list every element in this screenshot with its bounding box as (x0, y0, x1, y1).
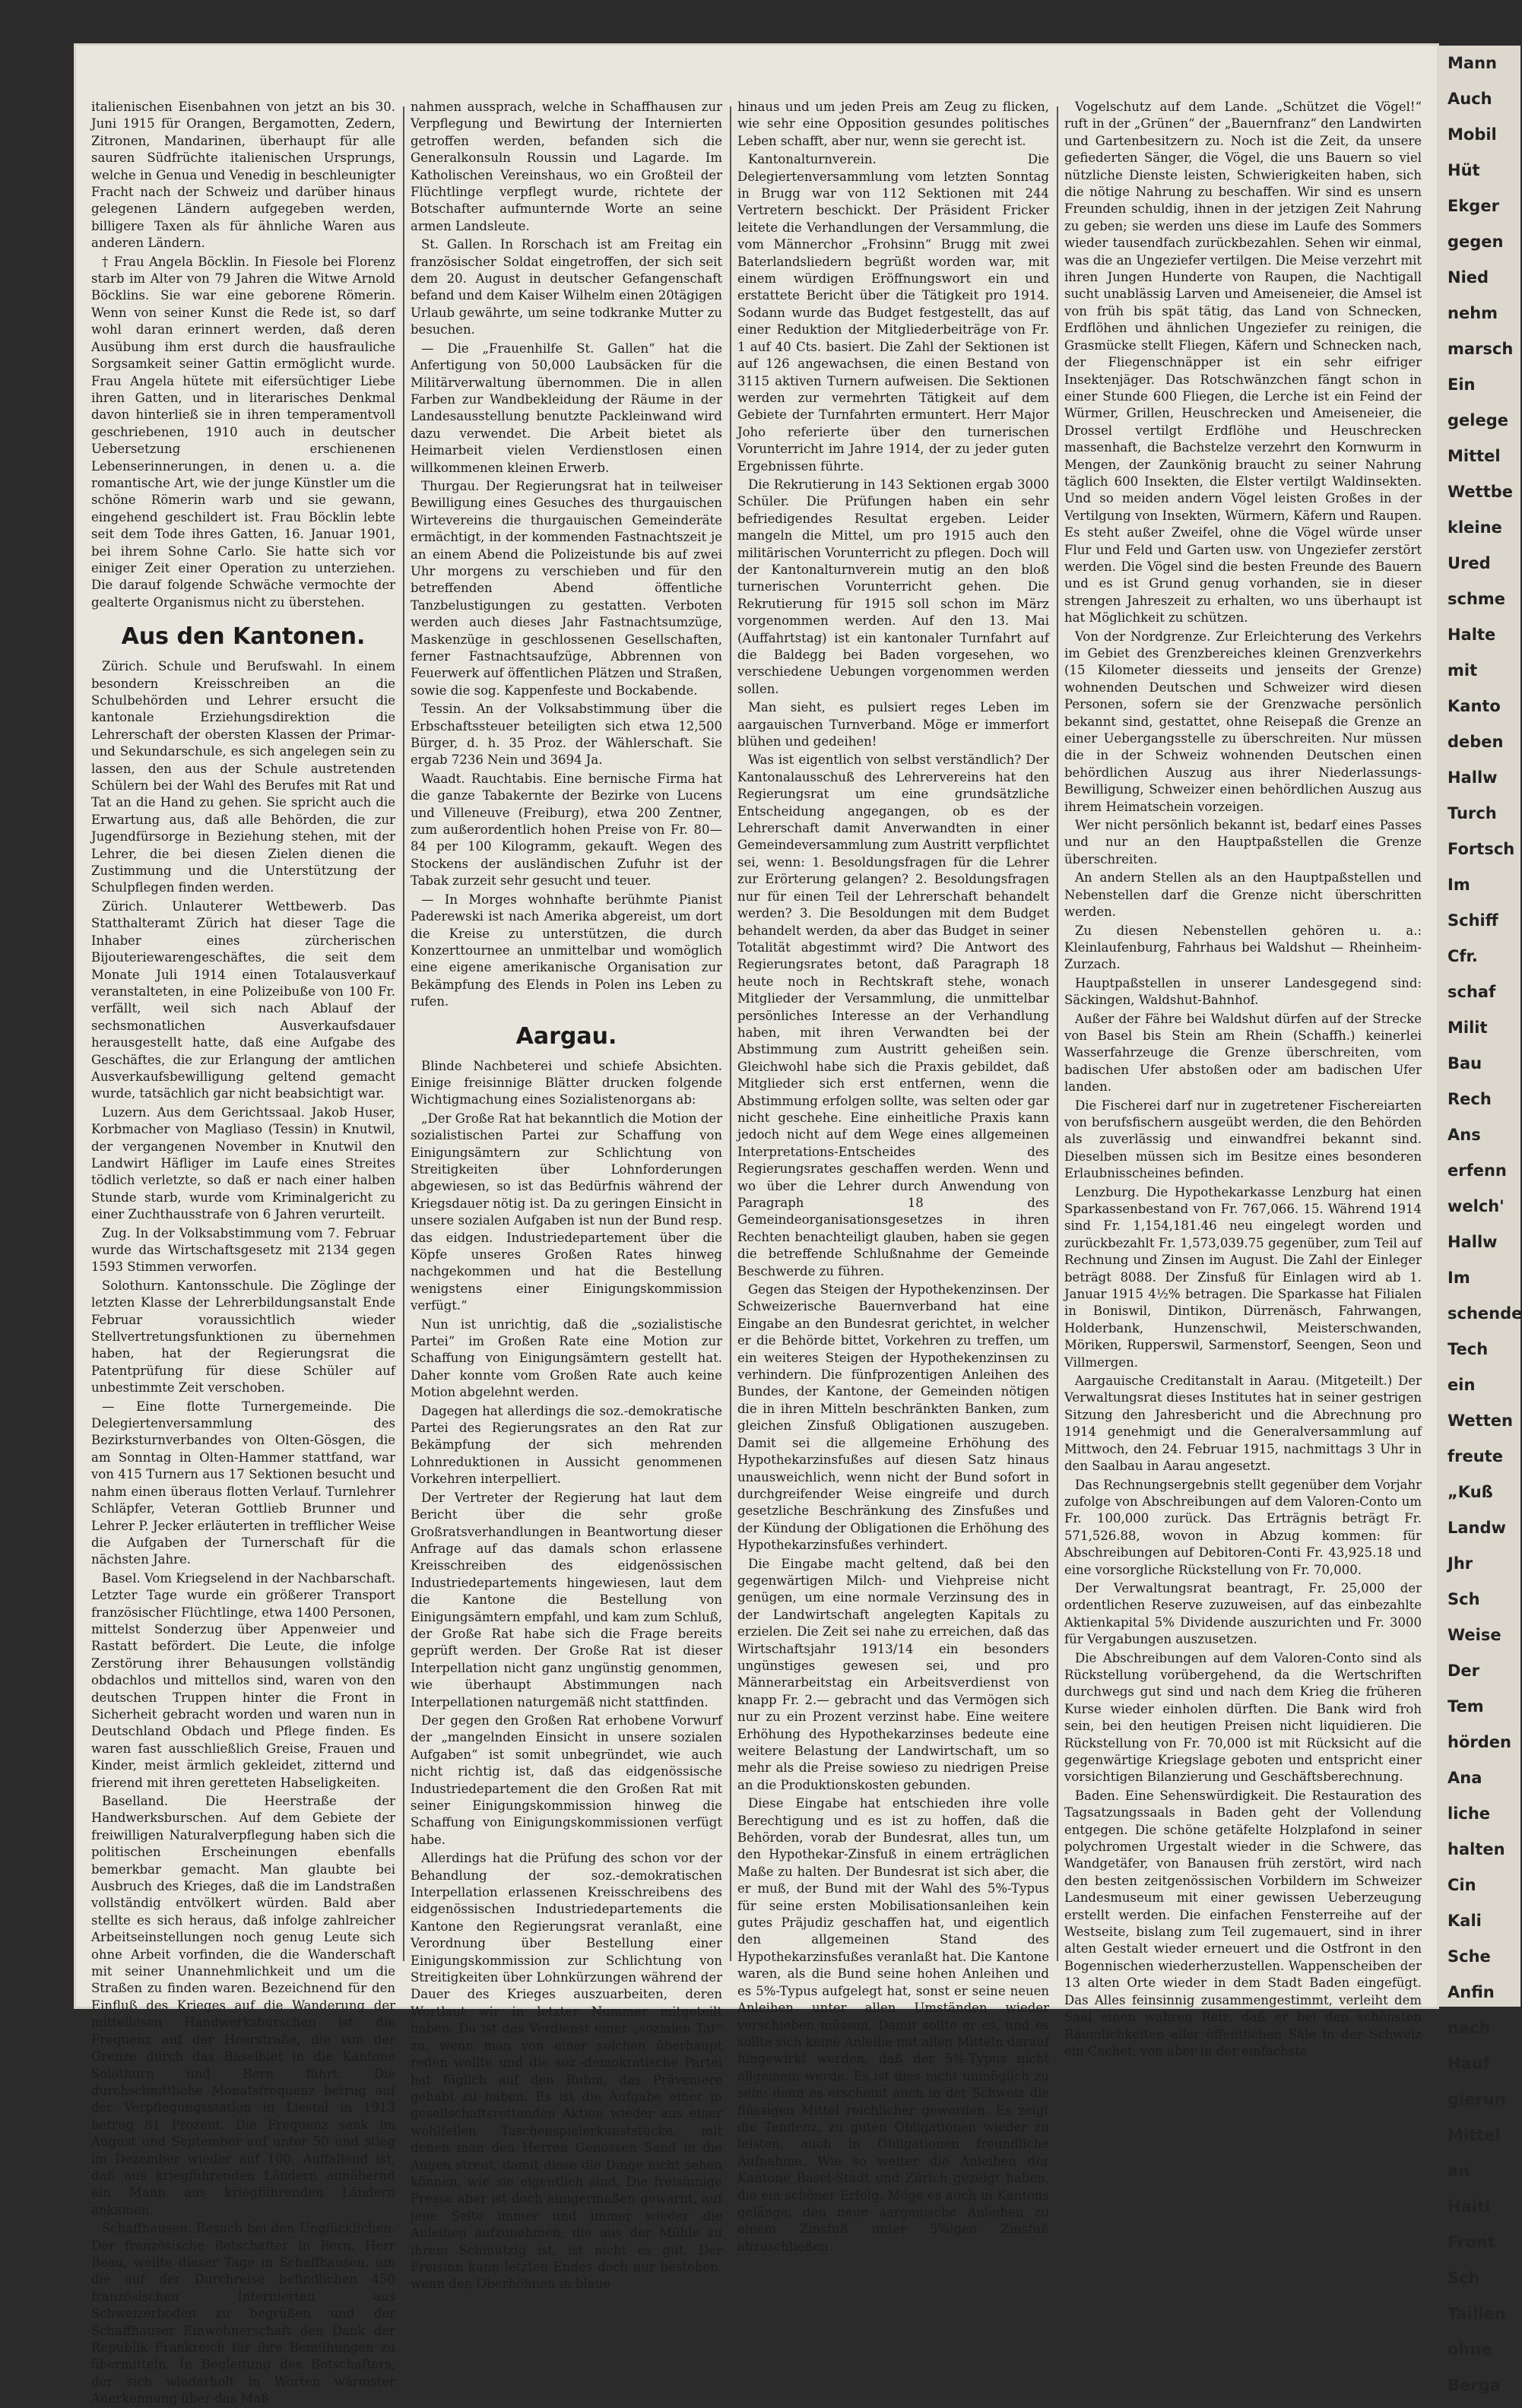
article-paragraph: St. Gallen. In Rorschach ist am Freitag ein französischer Soldat eingetroffen, der sich seit dem 20. August in deutscher Gefangenschaft befand und dem Kaiser Wilhelm einen 20tägigen Urlaub gewährte, um seine todkranke Mutter zu besuchen. (411, 237, 722, 337)
article-paragraph: Aargauische Creditanstalt in Aarau. (Mitgeteilt.) Der Verwaltungsrat dieses Institutes hat in seiner gestrigen Sitzung den Jahresbericht und die Abrechnung pro 1914 genehmigt und die Generalversammlung auf Mittwoch, den 24. Februar 1915, nachmittags 3 Uhr in den Saalbau in Aarau angesetzt. (1064, 1374, 1422, 1474)
article-paragraph: Baselland. Die Heerstraße der Handwerksburschen. Auf dem Gebiete der freiwilligen Naturalverpflegung haben sich die politischen Erscheinungen ebenfalls bemerkbar gemacht. Man glaubte bei Ausbruch des Krieges, daß die im Landstraßen vollständig entvölkert würden. Bald aber stellte es sich heraus, daß infolge zahlreicher Arbeitseinstellungen noch genug Leute sich ohne Arbeit vorfinden, die die Wanderschaft mit seiner Unannehmlichkeit und um die Straßen zu finden waren. Bezeichnend für den Einfluß des Krieges auf die Wanderung der mittellosen Handwerksburschen ist die Frequenz auf der Heerstraße, die von der Grenze durch das Baselbiet in die Kantone Solothurn und Bern führt. Die durchschnittliche Monatsfrequenz betrug auf der Verpflegungsstation in Liestal in 1913 betrug 81 Prozent. Die Frequenz sank im August und September auf unter 50 und stieg im Dezember wieder auf 100. Auffallend ist, daß aus kriegführenden Ländern annähernd ein Mann aus kriegführenden Ländern ankamen. (91, 1794, 395, 2217)
adjacent-page-fragment: Schiff (1447, 911, 1498, 930)
adjacent-page-fragment: Ured (1447, 554, 1491, 572)
article-paragraph: Tessin. An der Volksabstimmung über die Erbschaftssteuer beteiligten sich etwa 12,500 Bürger, d. h. 35 Proz. der Wählerschaft. Sie ergab 7236 Nein und 3694 Ja. (411, 702, 722, 768)
next-page-edge (1437, 46, 1522, 2394)
adjacent-page-fragment: kleine (1447, 518, 1502, 537)
adjacent-page-fragment: Auch (1447, 90, 1492, 108)
article-paragraph: An andern Stellen als an den Hauptpaßstellen und Nebenstellen darf die Grenze nicht überschritten werden. (1064, 870, 1422, 920)
adjacent-page-fragment: schende (1447, 1304, 1522, 1323)
article-paragraph: Die Fischerei darf nur in zugetretener Fischereiarten von berufsfischern ausgeübt werden, die den Behörden als zuverlässig und einwandfrei bekannt sind. Dieselben müssen sich im Besitze eines besonderen Erlaubnisscheines befinden. (1064, 1098, 1422, 1181)
adjacent-page-fragment: an (1447, 2162, 1470, 2180)
article-paragraph: Dagegen hat allerdings die soz.-demokratische Partei des Regierungsrates an den Rat zur Bekämpfung der sich mehrenden Lohnreduktionen in Aussicht genommenen Vorkehren interpelliert. (411, 1403, 722, 1487)
article-paragraph: Außer der Fähre bei Waldshut dürfen auf der Strecke von Basel bis Stein am Rhein (Schaffh.) keinerlei Wasserfahrzeuge die Grenze überschreiten, vom badischen Ufer abstoßen oder am badischen Ufer landen. (1064, 1011, 1422, 1095)
column-rule (730, 106, 731, 1961)
adjacent-page-fragment: Hüt (1447, 161, 1480, 179)
adjacent-page-fragment: ein (1447, 1376, 1476, 1394)
adjacent-page-fragment: Weise (1447, 1626, 1501, 1644)
adjacent-page-fragment: halten (1447, 1840, 1505, 1858)
article-paragraph: Gegen das Steigen der Hypothekenzinsen. Der Schweizerische Bauernverband hat eine Eingabe an den Bundesrat gerichtet, in welcher er die Behörde bittet, Vorkehren zu treffen, um ein weiteres Steigen der Hypothekenzinsen zu verhindern. Die fünfprozentigen Anleihen des Bundes, der Kantone, der Gemeinden nötigen die in ihren Mitteln beschränkten Banken, zum gleichen Zinsfuß Obligationen auszugeben. Damit sei die allgemeine Erhöhung des Hypothekarzinsfußes auf diesen Satz hinaus unausweichlich, wenn nicht der Bund sofort in durchgreifender Weise eingreife und durch gesetzliche Beschränkung des Zinsfußes und der Kündung der Obligationen die Erhöhung des Hypothekarzinsfußes verhindert. (737, 1282, 1049, 1553)
section-heading-aus-den-kantonen: Aus den Kantonen. (121, 623, 366, 651)
adjacent-page-fragment: Fortsch (1447, 840, 1515, 858)
adjacent-page-fragment: Front (1447, 2233, 1495, 2251)
article-paragraph: Der Vertreter der Regierung hat laut dem Bericht über die sehr große Großratsverhandlungen in Beantwortung dieser Anfrage auf das damals schon erlassene Kreisschreiben des eidgenössischen Industriedepartements hingewiesen, laut dem die Kantone die Bestellung von Einigungsämtern empfahl, und kam zum Schluß, der Große Rat habe sich die Frage bereits geprüft werden. Der Große Rat ist dieser Interpellation nicht ganz ungünstig genommen, wie überhaupt Abstimmungen nach Interpellationen naturgemäß nicht stattfinden. (411, 1490, 722, 1709)
adjacent-page-fragment: gelege (1447, 411, 1508, 429)
article-paragraph: Zug. In der Volksabstimmung vom 7. Februar wurde das Wirtschaftsgesetz mit 2134 gegen 1593 Stimmen verworfen. (91, 1225, 395, 1275)
adjacent-page-fragment: Sche (1447, 1947, 1491, 1966)
column-1 (91, 99, 395, 2406)
article-paragraph: Die Eingabe macht geltend, daß bei den gegenwärtigen Milch- und Viehpreise nicht genügen, um eine normale Verzinsung des in der Landwirtschaft angelegten Kapitals zu erzielen. Die Zeit sei nahe zu erreichen, daß das Wirtschaftsjahr 1913/14 ein besonders ungünstiges gewesen sei, und pro Männerarbeitstag ein Arbeitsverdienst von knapp Fr. 2.— gebracht und das Vermögen sich nur zu ein Prozent verzinst habe. Eine weitere Erhöhung des Hypothekarzinses bedeute eine weitere Belastung der Landwirtschaft, um so mehr als die Preise sowieso zu niedrigen Preise an die Produktionskosten gebunden. (737, 1556, 1049, 1792)
article-paragraph: Basel. Vom Kriegselend in der Nachbarschaft. Letzter Tage wurde ein größerer Transport französischer Flüchtlinge, etwa 1400 Personen, mittelst Sonderzug über Appenweier und Rastatt befördert. Die Leute, die infolge Zerstörung ihrer Behausungen vollständig obdachlos und mittellos sind, waren von den deutschen Truppen hinter die Front in Sicherheit gebracht worden und waren nun in Deutschland Obdach und Pflege finden. Es waren fast ausschließlich Greise, Frauen und Kinder, meist ärmlich gekleidet, zitternd und frierend mit ihren geretteten Habseligkeiten. (91, 1570, 395, 1790)
article-paragraph: Diese Eingabe hat entschieden ihre volle Berechtigung und es ist zu hoffen, daß die Behörden, vorab der Bundesrat, alles tun, um den Hypothekar-Zinsfuß in einem erträglichen Maße zu halten. Der Bundesrat ist sich aber, die er muß, der Bund mit der Wahl des 5%-Typus für seine ersten Mobilisationsanleihen kein gutes Präjudiz geschaffen hat, und eigentlich den allgemeinen Stand des Hypothekarzinsfußes veranlaßt hat. Die Kantone waren, als die Bund seine hohen Anleihen und es 5%-Typus aufgelegt hat, sonst er seine neuen Anleihen unter allen Umständen wieder verschieben müssen. Damit sollte er es, und es sollte sich keine Anleihe mit allen Mitteln darauf hingewirkt werden, daß der 5%-Typus nicht allgemein werde. Es ist dies nicht unmöglich zu sein; denn es erscheint auch in der Schweiz die flüssigen Mittel reichlicher geworden. Es zeigt die Tendenz, zu guten Obligationen wieder zu leisten, auch in Obligationen freundliche Aufnahme. Wie so weiter die Anleihen der Kantone Basel-Stadt und Zürich gezeigt haben, die ein schöner Erfolg. Möge es auch in Kantons gelänge, den neue aargauische Anleihen zu einem Zinsfuß unter 5%igen Zinsfuß abzuschließen. (737, 1796, 1049, 2254)
article-paragraph: Die Rekrutierung in 143 Sektionen ergab 3000 Schüler. Die Prüfungen haben ein sehr befriedigendes Resultat ergeben. Leider mangeln die Mittel, um pro 1915 auch den militärischen Vorunterricht zu pflegen. Doch will der Kantonalturnverein mutig an den bloß turnerischen Vorunterricht gehen. Die Rekrutierung für 1915 soll schon im März vorgenommen werden. Auf den 13. Mai (Auffahrtstag) ist ein kantonaler Turnfahrt auf die Baldegg bei Baden vorgesehen, wo verschiedene Uebungen vorgenommen werden sollen. (737, 477, 1049, 696)
article-paragraph: — In Morges wohnhafte berühmte Pianist Paderewski ist nach Amerika abgereist, um dort die Kreise zu unterstützen, die durch Konzerttournee an unmittelbar und womöglich eine eigene amerikanische Organisation zur Bekämpfung des Elends in Polen ins Leben zu rufen. (411, 892, 722, 1009)
adjacent-page-fragment: deben (1447, 733, 1504, 751)
article-paragraph: Von der Nordgrenze. Zur Erleichterung des Verkehrs im Gebiet des Grenzbereiches kleinen Grenzverkehrs (15 Kilometer diesseits und jenseits der Grenze) wohnenden Deutschen und Schweizer wird diesen Personen, sofern sie der Grenzwache persönlich bekannt sind, gestattet, ohne Reisepaß die Grenze an einer Uebergangsstelle zu überschreiten. Nur müssen die in der Schweiz wohnenden Deutschen einen behördlichen Auszug aus ihrer Niederlassungs-Bewilligung, Schweizer einen behördlichen Auszug aus ihrem Heimatschein vorzeigen. (1064, 629, 1422, 814)
article-paragraph: Blinde Nachbeterei und schiefe Absichten. Einige freisinnige Blätter drucken folgende Wichtigmachung eines Sozialistenorgans ab: (411, 1058, 722, 1107)
adjacent-page-fragment: Mann (1447, 54, 1497, 72)
article-paragraph: hinaus und um jeden Preis am Zeug zu flicken, wie sehr eine Opposition gesundes politisches Leben schafft, aber nur, wenn sie gerecht ist. (737, 100, 1049, 148)
adjacent-page-fragment: Jhr (1447, 1554, 1473, 1573)
article-paragraph: Zürich. Unlauterer Wettbewerb. Das Statthalteramt Zürich hat dieser Tage die Inhaber eines zürcherischen Bijouteriewarengeschäftes, die seit dem Monate Juli 1914 einen Totalausverkauf veranstalteten, in eine Polizeibuße von 100 Fr. verfällt, weil sich nach Ablauf der sechsmonatlichen Ausverkaufsdauer herausgestellt hatte, daß eine Aufgabe des Geschäftes, die zur Erlangung der amtlichen Ausverkaufsbewilligung geltend gemacht wurde, tatsächlich gar nicht beabsichtigt war. (91, 898, 395, 1101)
adjacent-page-fragment: Anfin (1447, 1983, 1495, 2001)
article-paragraph: Luzern. Aus dem Gerichtssaal. Jakob Huser, Korbmacher von Magliaso (Tessin) in Knutwil, der vergangenen November in Knutwil den Landwirt Häfliger im Laufe eines Streites tödlich verletzte, so daß er nach einer halben Stunde starb, wurde vom Kriminalgericht zu einer Zuchthausstrafe von 6 Jahren verurteilt. (91, 1104, 395, 1222)
adjacent-page-fragment: Mittel (1447, 2126, 1501, 2144)
article-paragraph: Kantonalturnverein. Die Delegiertenversammlung vom letzten Sonntag in Brugg war von 112 Sektionen mit 244 Vertretern beschickt. Der Präsident Fricker leitete die Verhandlungen der Versammlung, die vom Männerchor „Frohsinn“ Brugg mit zwei Baterlandsliedern begrüßt worden war, mit einem würdigen Eröffnungswort ein und erstattete Bericht über die Tätigkeit pro 1914. Sodann wurde das Budget festgestellt, das auf einer Reduktion der Mitgliederbeiträge von Fr. 1 auf 40 Cts. basiert. Die Zahl der Sektionen ist auf 126 angewachsen, die einen Bestand von 3115 aktiven Turnern aufweisen. Die Sektionen werden zur vermehrten Tätigkeit auf dem Gebiete der Turnfahrten ermuntert. Herr Major Joho referierte über den turnerischen Vorunterricht im Jahre 1914, der zu jeder guten Ergebnissen führte. (737, 152, 1049, 474)
article-paragraph: — Die „Frauenhilfe St. Gallen“ hat die Anfertigung von 50,000 Laubsäcken für die Militärverwaltung übernommen. Die in allen Farben zur Wandbekleidung der Räume in der Landesausstellung benutzte Packleinwand wird dazu verwendet. Die Arbeit bietet als Heimarbeit vielen Verdienstlosen einen willkommenen kleinen Erwerb. (411, 341, 722, 475)
section-heading-aargau: Aargau. (515, 1022, 617, 1050)
article-paragraph: Hauptpaßstellen in unserer Landesgegend sind: Säckingen, Waldshut-Bahnhof. (1064, 975, 1422, 1008)
column-rule (403, 106, 404, 1961)
article-paragraph: Waadt. Rauchtabis. Eine bernische Firma hat die ganze Tabakernte der Bezirke von Lucens und Villeneuve (Freiburg), etwa 200 Zentner, zum außerordentlich hohen Preise von Fr. 80—84 per 100 Kilogramm, gekauft. Wegen des Stockens der ausländischen Zufuhr ist der Tabak zurzeit sehr gesucht und teuer. (411, 771, 722, 889)
article-paragraph: italienischen Eisenbahnen von jetzt an bis 30. Juni 1915 für Orangen, Bergamotten, Zedern, Zitronen, Mandarinen, überhaupt für alle sauren Südfrüchte italienischen Ursprungs, welche in Genua und Venedig in beschleunigter Fracht nach der Schweiz und darüber hinaus gelegenen Ländern aufgegeben werden, billigere Taxen als für ähnliche Waren aus anderen Ländern. (91, 100, 395, 251)
adjacent-page-fragment: Mobil (1447, 125, 1497, 144)
newspaper-page (76, 46, 1437, 2406)
article-paragraph: Vogelschutz auf dem Lande. „Schützet die Vögel!“ ruft in der „Grünen“ der „Bauernfranz“ den Landwirten und Gartenbesitzern zu. Noch ist die Zeit, da unsere gefiederten Sänger, die Vögel, die uns Bauern so viel nützliche Dienste leisten, Schwierigkeiten haben, sich die nötige Nahrung zu beschaffen. Wir sind es unsern Freunden schuldig, ihnen in der jetzigen Zeit Nahrung zu geben; sie werden uns diese im Laufe des Sommers wieder tausendfach zurückbezahlen. Sehen wir einmal, was die an Ungeziefer vertilgen. Die Meise verzehrt mit ihren Jungen Hunderte von Raupen, die Nachtigall sucht unablässig Larven und Ameiseneier, die Amsel ist von früh bis spät tätig, das Land von Schnecken, Erdflöhen und ähnlichen Ungeziefer zu reinigen, die Grasmücke stellt Fliegen, Käfern und Schnecken nach, der Fliegenschnäpper ist ein sehr eifriger Insektenjäger. Das Rotschwänzchen fängt schon in einer Stunde 600 Fliegen, die Lerche ist ein Feind der Würmer, Grillen, Heuschrecken und Ameiseneier, die Drossel vertilgt Erdflöhe und Heuschrecken massenhaft, die Bachstelze verzehrt den Kornwurm in Mengen, der Zaunkönig braucht zu seiner Nahrung täglich 600 Insekten, die Elster vertilgt Waldinsekten. Und so meiden andern Vögel leisten Großes in der Vertilgung von Insekten, Würmern, Käfern und Raupen. Es steht außer Zweifel, ohne die Vögel würde unser Flur und Feld und Garten usw. von Ungeziefer zerstört werden. Die Vögel sind die besten Freunde des Bauern und es ist Grund genug vorhanden, sie in dieser strengen Jahreszeit zu erhalten, wo uns überhaupt ist hat Möglichkeit zu schützen. (1064, 100, 1422, 626)
adjacent-page-fragment: gierun (1447, 2090, 1506, 2109)
column-rule (1057, 106, 1058, 1961)
article-paragraph: Der gegen den Großen Rat erhobene Vorwurf der „mangelnden Einsicht in unsere sozialen Aufgaben“ ist somit unbegründet, wie auch nicht richtig ist, daß das eidgenössische Industriedepartement die den Großen Rat mit seiner Einigungskommission hinweg die Schaffung von Einigungskommissionen verfügt habe. (411, 1713, 722, 1847)
adjacent-page-fragment: mit (1447, 661, 1478, 680)
adjacent-page-fragment: Haiti (1447, 2197, 1491, 2216)
adjacent-page-fragment: Mittel (1447, 447, 1501, 465)
article-paragraph: Thurgau. Der Regierungsrat hat in teilweiser Bewilligung eines Gesuches des thurgauischen Wirtevereins die thurgauischen Gemeinderäte ermächtigt, in der kommenden Fastnachtszeit je an einem Abend die Polizeistunde bis auf zwei Uhr morgens zu verschieben und für den betreffenden Abend öffentliche Tanzbelustigungen zu gestatten. Verboten werden auch dieses Jahr Fastnachtsumzüge, Maskenzüge in geschlossenen Gesellschaften, ferner Fastnachtsaufzüge, Abbrennen von Feuerwerk auf öffentlichen Plätzen und Straßen, sowie die sog. Kappenfeste und Bockabende. (411, 478, 722, 698)
adjacent-page-fragment: Taillen (1447, 2305, 1506, 2323)
adjacent-page-fragment: Hauf (1447, 2055, 1490, 2073)
adjacent-page-fragment: schme (1447, 590, 1506, 608)
adjacent-page-fragment: Ekger (1447, 197, 1499, 215)
adjacent-page-fragment: Hallw (1447, 768, 1498, 787)
adjacent-page-fragment: Im (1447, 876, 1470, 894)
adjacent-page-fragment: Landw (1447, 1519, 1506, 1537)
adjacent-page-fragment: Bau (1447, 1054, 1482, 1073)
adjacent-page-fragment: Milit (1447, 1019, 1488, 1037)
adjacent-page-fragment: Sch (1447, 2269, 1480, 2287)
article-paragraph: Was ist eigentlich von selbst verständlich? Der Kantonalausschuß des Lehrervereins hat den Regierungsrat um eine grundsätzliche Entscheidung angegangen, ob es der Lehrerschaft damit Anverwandten in einer Gemeindeversammlung zum Austritt verpflichtet sei, wenn: 1. Besoldungsfragen für die Lehrer zur Erörterung gelangen? 2. Besoldungsfragen nur für einen Teil der Lehrerschaft behandelt werden? 3. Die Besoldungen mit dem Budget behandelt werden, da aber das Budget in seiner Totalität abgestimmt wird? Die Antwort des Regierungsrates betont, daß Paragraph 18 heute noch in Rechtskraft stehe, wonach Mitglieder der Versammlung, die unmittelbar persönliches Interesse an der Verhandlung haben, mit ihren Verwandten bei der Abstimmung zum Austritt geheißen sein. Gleichwohl habe sich die Praxis gebildet, daß Mitglieder sich erst entfernen, wenn die Abstimmung erfolgen sollte, was selten oder gar nicht geschehe. Eine einheitliche Praxis kann jedoch nicht auf dem Wege eines allgemeinen Interpretations-Entscheides des Regierungsrates geschaffen werden. Wenn und wo über die Lehrer durch Anwendung von Paragraph 18 des Gemeindeorganisationsgesetzes in ihren Rechten benachteiligt glauben, haben sie gegen die betreffende Schlußnahme der Gemeinde Beschwerde zu führen. (737, 752, 1049, 1278)
adjacent-page-fragment: schaf (1447, 983, 1496, 1001)
article-paragraph: Baden. Eine Sehenswürdigkeit. Die Restauration des Tagsatzungssaals in Baden geht der Vollendung entgegen. Die schöne getäfelte Holzplafond in seiner polychromen Urgestalt wieder in die Schwere, das Wandgetäfer, von Banausen früh zerstört, wird nach den besten zeitgenössischen Vorbildern im Schweizer Landesmuseum mit einer gewissen Ueberzeugung erstellt werden. Die einfachen Fensterreihe auf der Westseite, bislang zum Teil zugemauert, sind in ihrer alten Gestalt wieder erneuert und die Ostfront in den Bogennischen wiederherzustellen. Wappenscheiben der 13 alten Orte wieder in dem Stadt Baden eingefügt. Das Alles feinsinnig zusammengestimmt, verleiht dem Saal einen wahren Reiz, daß er bei den schönsten Räumlichkeiten aller öffentlichen Säle in der Schweiz ein Cachet, von aber in der einfachste (1064, 1788, 1422, 2058)
adjacent-page-fragment: Kanto (1447, 697, 1501, 715)
article-paragraph: Zürich. Schule und Berufswahl. In einem besondern Kreisschreiben an die Schulbehörden und Lehrer ersucht die kantonale Erziehungsdirektion die Lehrerschaft der obersten Klassen der Primar- und Sekundarschule, es sich angelegen sein zu lassen, den aus der Schule austretenden Schülern bei der Wahl des Berufes mit Rat und Tat an die Hand zu gehen. Sie spricht auch die Erwartung aus, daß alle Behörden, die zur Jugendfürsorge in Beziehung stehen, mit der Lehrer, die bei diesen Zielen dienen die Zustimmung und die Unterstützung der Schulpflegen finden werden. (91, 659, 395, 895)
adjacent-page-fragment: Tem (1447, 1697, 1484, 1716)
adjacent-page-fragment: marsch (1447, 340, 1514, 358)
article-paragraph: nahmen aussprach, welche in Schaffhausen zur Verpflegung und Bewirtung der Internierten getroffen werden, befanden sich die Generalkonsuln Roussin und Lagarde. Im Katholischen Vereinshaus, wo ein Großteil der Flüchtlinge verpflegt wurde, richtete der Botschafter aufmunternde Worte an seine armen Landsleute. (411, 100, 722, 233)
adjacent-page-fragment: Turch (1447, 804, 1497, 822)
adjacent-page-fragment: liche (1447, 1804, 1491, 1823)
adjacent-page-fragment: Im (1447, 1269, 1470, 1287)
column-4-paragraphs (1064, 99, 1422, 2060)
adjacent-page-fragment: erfenn (1447, 1161, 1507, 1180)
adjacent-page-fragment: Halte (1447, 626, 1496, 644)
adjacent-page-fragment: Wettbe (1447, 483, 1514, 501)
article-paragraph: Man sieht, es pulsiert reges Leben im aargauischen Turnverband. Möge er immerfort blühen und gedeihen! (737, 700, 1049, 749)
article-paragraph: „Der Große Rat hat bekanntlich die Motion der sozialistischen Partei zur Schaffung von Einigungsämtern zur Schlichtung von Streitigkeiten über Lohnforderungen abgewiesen, so ist das Bedürfnis während der Kriegsdauer nötig ist. Da zu geringen Einsicht in unsere sozialen Aufgaben ist nun der Bund resp. das eidgen. Industriedepartement über die Köpfe unseres Großen Rates hinweg nachgekommen und hat die Bestellung wenigstens einer Einigungskommission verfügt.“ (411, 1111, 722, 1313)
article-paragraph: Solothurn. Kantonsschule. Die Zöglinge der letzten Klasse der Lehrerbildungsanstalt Ende Februar voraussichtlich wieder Stellvertretungsfunktionen zu übernehmen haben, hat der Regierungsrat die Patentprüfung für diese Schüler auf unbestimmte Zeit verschoben. (91, 1278, 395, 1396)
adjacent-page-fragment: Ana (1447, 1769, 1482, 1787)
article-paragraph: † Frau Angela Böcklin. In Fiesole bei Florenz starb im Alter von 79 Jahren die Witwe Arnold Böcklins. Sie war eine geborene Römerin. Wenn von seiner Kunst die Rede ist, so darf wohl daran erinnert werden, daß deren Ausübung ihm erst durch die hausfrauliche Sorgsamkeit seiner Gattin ermöglicht wurde. Frau Angela hütete mit eifersüchtiger Liebe ihren Gatten, und in literarisches Denkmal davon hinterließ sie in ihren temperamentvoll geschriebenen, 1910 auch in deutscher Uebersetzung erschienenen Lebenserinnerungen, in denen u. a. die romantische Art, wie der junge Künstler um die schöne Römerin warb und sie gewann, eingehend geschildert ist. Frau Böcklin lebte seit dem Tode ihres Gatten, 16. Januar 1901, bei ihrem Sohne Carlo. Sie hatte sich vor einiger Zeit einer Operation zu unterziehen. Die darauf folgende Schwäche vermochte der gealterte Organismus nicht zu überstehen. (91, 254, 395, 610)
adjacent-page-fragment: gegen (1447, 233, 1504, 251)
article-paragraph: Der Verwaltungsrat beantragt, Fr. 25,000 der ordentlichen Reserve zuzuweisen, auf das einbezahlte Aktienkapital 5% Dividende auszurichten und Fr. 3000 für Vergabungen auszusetzen. (1064, 1580, 1422, 1647)
adjacent-page-fragment: Rech (1447, 1090, 1492, 1108)
adjacent-page-fragment: Sch (1447, 1590, 1480, 1608)
adjacent-page-fragment: Berga (1447, 2376, 1501, 2394)
adjacent-page-fragment: Cfr. (1447, 947, 1478, 965)
column-3 (737, 99, 1049, 2254)
adjacent-page-fragment: Nied (1447, 268, 1489, 287)
article-paragraph: Lenzburg. Die Hypothekarkasse Lenzburg hat einen Sparkassenbestand von Fr. 767,066. 15. Während 1914 sind Fr. 1,154,181.46 neu eingelegt worden und zurückbezahlt Fr. 1,573,039.75 gegenüber, zum Teil auf Rechnung und Zinsen im August. Die Zahl der Einleger beträgt 8088. Der Zinsfuß für Einlagen wird ab 1. Januar 1915 4½% betragen. Die Sparkasse hat Filialen in Boniswil, Dintikon, Dürrenäsch, Fahrwangen, Holderbank, Hunzenschwil, Meisterschwanden, Möriken, Rupperswil, Sarmenstorf, Seengen, Seon und Villmergen. (1064, 1184, 1422, 1370)
adjacent-page-fragment: ohne (1447, 2340, 1492, 2359)
adjacent-page-fragment: welch' (1447, 1197, 1505, 1215)
adjacent-page-fragment: hörden (1447, 1733, 1511, 1751)
adjacent-page-fragment: Ans (1447, 1126, 1481, 1144)
article-paragraph: Zu diesen Nebenstellen gehören u. a.: Kleinlaufenburg, Fahrhaus bei Waldshut — Rheinheim-Zurzach. (1064, 923, 1422, 972)
adjacent-page-fragment: Cin (1447, 1876, 1476, 1894)
article-paragraph: Schaffhausen. Besuch bei den Unglücklichen. Der französische Botschafter in Bern, Herr Beau, weilte dieser Tage in Schaffhausen, um die auf der Durchreise befindlichen 450 französischen Internierten aus Schweizerboden zu begrüßen und der Schaffhauser Einwohnerschaft den Dank der Republik Frankreich für ihre Bemühungen zu übermitteln. In Begleitung des Botschafters, der sich wiederholt in Worten wärmster Anerkennung über das Maß (91, 2221, 395, 2406)
article-paragraph: — Eine flotte Turnergemeinde. Die Delegiertenversammlung des Bezirksturnverbandes von Olten-Gösgen, die am Sonntag in Olten-Hammer stattfand, war von 415 Turnern aus 17 Sektionen besucht und nahm einen überaus flotten Verlauf. Turnlehrer Schläpfer, Veteran Gottlieb Brunner und Lehrer P. Jecker erläuterten in trefflicher Weise die Aufgaben der Turnerschaft für die nächsten Jahre. (91, 1399, 395, 1567)
adjacent-page-fragment: Wetten (1447, 1412, 1513, 1430)
column-1-paragraphs-2 (91, 658, 395, 2407)
adjacent-page-fragment: „Kuß (1447, 1483, 1493, 1501)
column-2-paragraphs (411, 99, 722, 1011)
column-4 (1064, 99, 1422, 2058)
adjacent-page-fragment: nehm (1447, 304, 1498, 322)
article-paragraph: Das Rechnungsergebnis stellt gegenüber dem Vorjahr zufolge von Abschreibungen auf dem Valoren-Conto um Fr. 100,000 zurück. Das Erträgnis beträgt Fr. 571,526.88, wovon in Abzug kommen: für Abschreibungen auf Debitoren-Conti Fr. 43,925.18 und eine vorsorgliche Rückstellung von Fr. 70,000. (1064, 1477, 1422, 1577)
adjacent-page-fragment: Der (1447, 1662, 1480, 1680)
column-3-paragraphs (737, 99, 1049, 2255)
article-paragraph: Wer nicht persönlich bekannt ist, bedarf eines Passes und nur an den Hauptpaßstellen die Grenze überschreiten. (1064, 818, 1422, 867)
article-paragraph: Allerdings hat die Prüfung des schon vor der Behandlung der soz.-demokratischen Interpellation erlassenen Kreisschreibens des eidgenössischen Industriedepartements die Kantone den Regierungsrat veranlaßt, eine Verordnung über Bestellung einer Einigungskommission zur Schlichtung von Streitigkeiten über Lohnkürzungen während der Dauer des Krieges auszuarbeiten, deren Wortlaut wir in letzter Nummer mitgeteilt haben. Da ist das Verdienst einer „sozialen Tat“ zu, wenn man von einer solchen überhaupt reden wollte und die soz.-demokratische Partei hat füglich auf den Ruhm, das Präveniere gehabt zu haben. Es ist die Aufgabe einer in gesellschaftsrettenden Aktion wieder aus einer wohlfeilen Taschenspielerkunststücke, mit denen man den Herren Genossen Sand in die Augen streut, damit diese die Dinge nicht sehen können, wie sie eigentlich sind. Die freisinnige Presse aber ist doch einigermaßen gewarnt, auf jene Seite immer und immer wieder die Anleihen aufzunehmen, die aus der Mühle zu ihrem Schmutzig ist, ist nicht es gut. Der Freisinn kann letzten Endes doch nur bestehen, wenn den Oberhöhnen in blaue (411, 1851, 722, 2292)
adjacent-page-fragment: Hallw (1447, 1233, 1498, 1251)
column-1-paragraphs (91, 99, 395, 611)
adjacent-page-fragment: Ein (1447, 375, 1476, 394)
article-paragraph: Nun ist unrichtig, daß die „sozialistische Partei“ im Großen Rate eine Motion zur Schaffung von Einigungsämtern gestellt hat. Daher konnte vom Großen Rate auch keine Motion abgelehnt werden. (411, 1316, 722, 1400)
adjacent-page-fragment: nach (1447, 2019, 1491, 2037)
adjacent-page-fragment: freute (1447, 1447, 1503, 1465)
article-paragraph: Die Abschreibungen auf dem Valoren-Conto sind als Rückstellung vorübergehend, da die Wertschriften durchwegs gut sind und nach dem Krieg die früheren Kurse wieder einholen dürften. Die Bank wird froh sein, bei den heutigen Preisen nicht liquidieren. Die Rückstellung von Fr. 70,000 ist mit Rücksicht auf die gegenwärtige Kriegslage geboten und entspricht einer vorsichtigen Bilanzierung und Geschäftsberechnung. (1064, 1650, 1422, 1785)
adjacent-page-fragment: Kali (1447, 1912, 1482, 1930)
adjacent-page-fragment: Tech (1447, 1340, 1489, 1358)
column-2-paragraphs-2 (411, 1058, 722, 2293)
column-2 (411, 99, 722, 2292)
